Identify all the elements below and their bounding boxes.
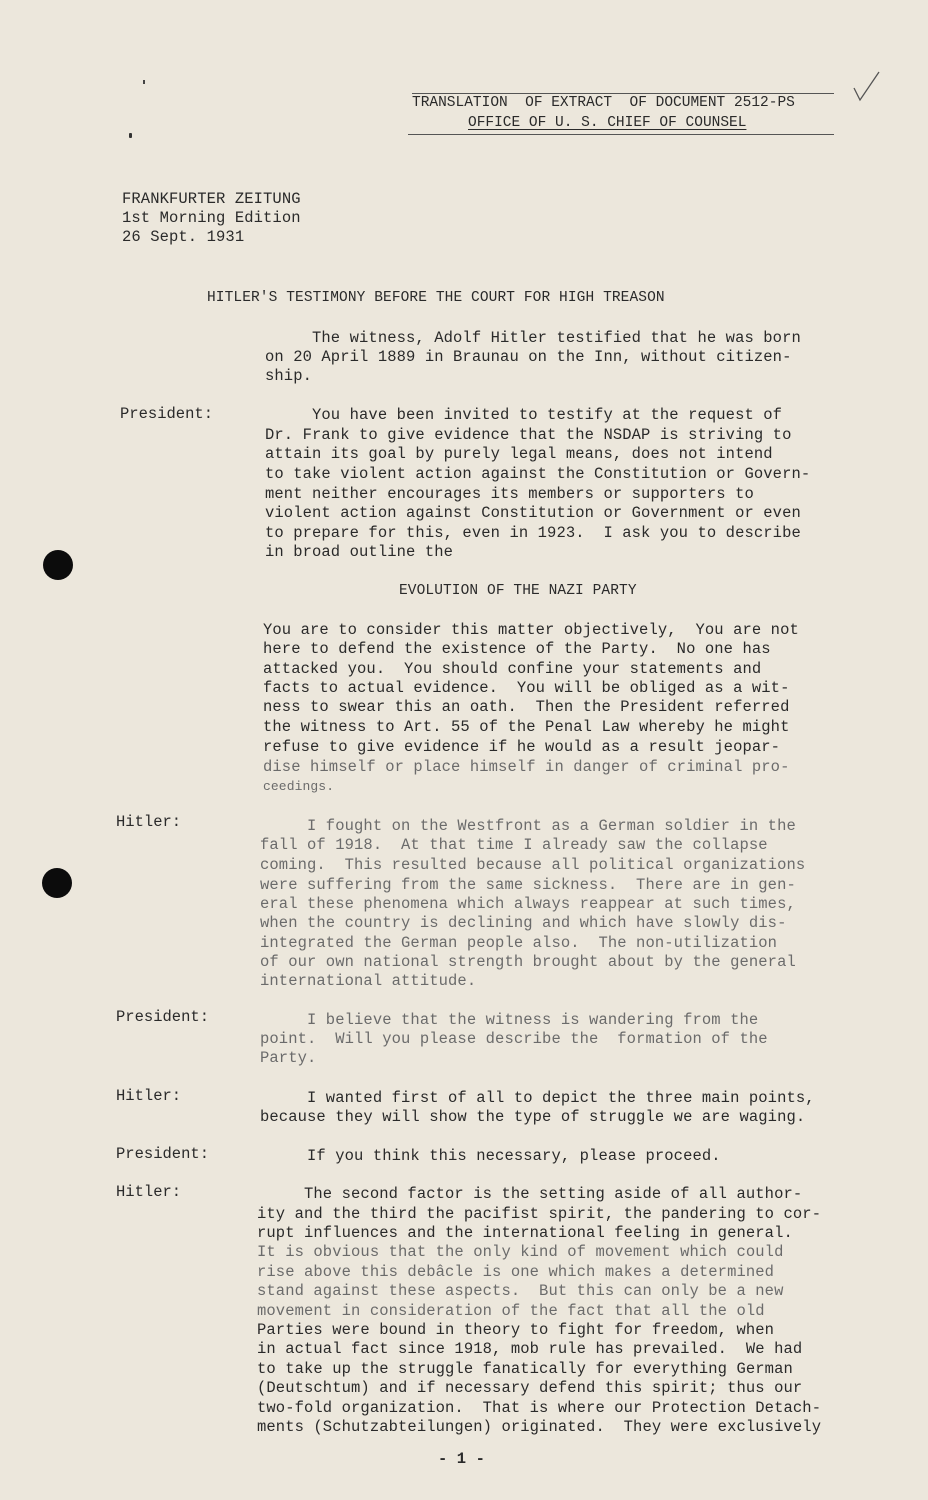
testimony-line: It is obvious that the only kind of movement which could: [257, 1243, 784, 1261]
testimony-line: stand against these aspects. But this can only be a new: [257, 1282, 784, 1300]
testimony-line: I wanted first of all to depict the three main points,: [260, 1089, 815, 1107]
testimony-line: here to defend the existence of the Party. No one has: [263, 640, 771, 658]
testimony-line: ity and the third the pacifist spirit, the pandering to cor-: [257, 1205, 822, 1223]
speaker-label: Hitler:: [116, 813, 182, 831]
testimony-line: ness to swear this an oath. Then the President referred: [263, 698, 790, 716]
header-line-2: OFFICE OF U. S. CHIEF OF COUNSEL: [468, 115, 747, 131]
testimony-line: If you think this necessary, please proceed.: [260, 1147, 721, 1165]
testimony-line: eral these phenomena which always reappear at such times,: [260, 895, 796, 913]
header-line-1: TRANSLATION OF EXTRACT OF DOCUMENT 2512-PS: [412, 95, 795, 111]
testimony-line: rise above this debâcle is one which makes a determined: [257, 1263, 775, 1281]
punch-hole: [43, 550, 73, 580]
intro-line: on 20 April 1889 in Braunau on the Inn, without citizen-: [265, 348, 792, 366]
testimony-line: were suffering from the same sickness. There are in gen-: [260, 876, 796, 894]
testimony-line: point. Will you please describe the formation of the: [260, 1030, 768, 1048]
source-date: 26 Sept. 1931: [122, 228, 245, 246]
source-edition: 1st Morning Edition: [122, 209, 301, 227]
testimony-line: You are to consider this matter objectively, You are not: [263, 621, 799, 639]
testimony-line: I fought on the Westfront as a German soldier in the: [260, 817, 796, 835]
source-newspaper: FRANKFURTER ZEITUNG: [122, 190, 301, 208]
testimony-line: dise himself or place himself in danger of criminal pro-: [263, 758, 790, 776]
header-top-rule: [412, 93, 834, 94]
section-subheading: EVOLUTION OF THE NAZI PARTY: [399, 583, 637, 599]
testimony-line: to take up the struggle fanatically for everything German: [257, 1360, 793, 1378]
check-mark-icon: [852, 70, 882, 104]
intro-line: ship.: [265, 367, 313, 385]
speaker-label: Hitler:: [116, 1087, 182, 1105]
document-title: HITLER'S TESTIMONY BEFORE THE COURT FOR HIGH TREASON: [207, 290, 665, 306]
testimony-line: rupt influences and the international feeling in general.: [257, 1224, 793, 1242]
speaker-label: President:: [116, 1145, 210, 1163]
testimony-line: attain its goal by purely legal means, does not intend: [265, 445, 773, 463]
speaker-label: President:: [116, 1008, 210, 1026]
testimony-line: ments (Schutzabteilungen) originated. They were exclusively: [257, 1418, 822, 1436]
testimony-line: the witness to Art. 55 of the Penal Law whereby he might: [263, 718, 790, 736]
testimony-line: in broad outline the: [265, 543, 454, 561]
testimony-line: coming. This resulted because all political organizations: [260, 856, 806, 874]
testimony-line: I believe that the witness is wandering from the: [260, 1011, 759, 1029]
testimony-line: movement in consideration of the fact that all the old: [257, 1302, 765, 1320]
testimony-line: violent action against Constitution or Government or even: [265, 504, 801, 522]
speaker-label: Hitler:: [116, 1183, 182, 1201]
testimony-line: two-fold organization. That is where our Protection Detach-: [257, 1399, 822, 1417]
testimony-line: fall of 1918. At that time I already saw the collapse: [260, 836, 768, 854]
testimony-line: in actual fact since 1918, mob rule has prevailed. We had: [257, 1340, 803, 1358]
testimony-line: ceedings.: [263, 779, 335, 794]
intro-line: The witness, Adolf Hitler testified that he was born: [265, 329, 801, 347]
testimony-line: Dr. Frank to give evidence that the NSDAP is striving to: [265, 426, 792, 444]
testimony-line: refuse to give evidence if he would as a result jeopar-: [263, 738, 781, 756]
testimony-line: international attitude.: [260, 972, 477, 990]
testimony-line: You have been invited to testify at the request of: [265, 406, 783, 424]
testimony-line: to take violent action against the Constitution or Govern-: [265, 465, 811, 483]
testimony-line: ment neither encourages its members or supporters to: [265, 485, 754, 503]
testimony-line: attacked you. You should confine your statements and: [263, 660, 762, 678]
testimony-line: (Deutschtum) and if necessary defend this spirit; thus our: [257, 1379, 803, 1397]
punch-hole: [42, 868, 72, 898]
testimony-line: when the country is declining and which have slowly dis-: [260, 914, 787, 932]
testimony-line: Party.: [260, 1049, 317, 1067]
testimony-line: because they will show the type of struggle we are waging.: [260, 1108, 806, 1126]
testimony-line: to prepare for this, even in 1923. I ask you to describe: [265, 524, 801, 542]
testimony-line: Parties were bound in theory to fight for freedom, when: [257, 1321, 775, 1339]
testimony-line: of our own national strength brought about by the general: [260, 953, 796, 971]
ink-mark: [143, 80, 145, 84]
testimony-line: integrated the German people also. The non-utilization: [260, 934, 778, 952]
header-bottom-rule: [408, 134, 834, 135]
speaker-label: President:: [120, 405, 214, 423]
page-number: - 1 -: [438, 1450, 486, 1468]
ink-mark: [129, 133, 132, 138]
testimony-line: facts to actual evidence. You will be obliged as a wit-: [263, 679, 790, 697]
testimony-line: The second factor is the setting aside of all author-: [257, 1185, 803, 1203]
